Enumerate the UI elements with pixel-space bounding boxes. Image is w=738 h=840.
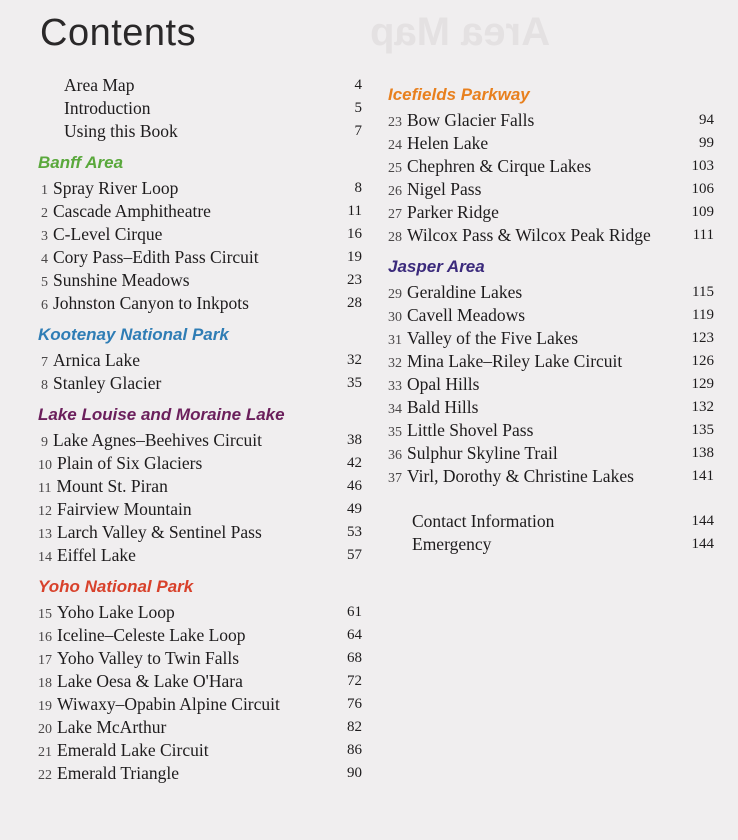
entry-label: Lake Agnes–Beehives Circuit <box>53 430 262 450</box>
entry-page-number: 126 <box>691 353 714 369</box>
toc-entry[interactable] <box>388 178 714 201</box>
entry-number: 26 <box>388 184 402 199</box>
entry-page-number: 138 <box>691 445 714 461</box>
entry-title <box>38 716 166 739</box>
toc-entry[interactable] <box>388 132 714 155</box>
entry-title <box>38 647 239 670</box>
entry-label: Chephren & Cirque Lakes <box>407 156 592 176</box>
entry-label: Emergency <box>412 534 492 554</box>
entry-title <box>388 327 578 350</box>
toc-entry[interactable] <box>38 223 362 246</box>
entry-title <box>38 670 243 693</box>
section-heading: Banff Area <box>38 153 124 172</box>
entry-label: Yoho Lake Loop <box>57 602 175 622</box>
entry-number: 16 <box>38 630 52 645</box>
entry-label: Johnston Canyon to Inkpots <box>53 293 249 313</box>
entry-label: Bow Glacier Falls <box>407 110 535 130</box>
entry-page-number: 19 <box>347 249 362 265</box>
toc-right-column <box>388 75 714 556</box>
section-heading: Icefields Parkway <box>388 85 530 104</box>
entry-page-number: 103 <box>691 158 714 174</box>
entry-number: 35 <box>388 425 402 440</box>
toc-front-entry[interactable] <box>388 533 714 556</box>
entry-label: Mount St. Piran <box>56 476 168 496</box>
entry-title <box>388 281 522 304</box>
entry-page-number: 86 <box>347 742 362 758</box>
entry-label: Yoho Valley to Twin Falls <box>57 648 240 668</box>
entry-title <box>388 510 554 533</box>
entry-page-number: 46 <box>347 478 362 494</box>
toc-entry[interactable] <box>38 739 362 762</box>
entry-label: Valley of the Five Lakes <box>407 328 579 348</box>
entry-number: 4 <box>41 252 48 267</box>
entry-page-number: 115 <box>692 284 714 300</box>
toc-entry[interactable] <box>38 647 362 670</box>
entry-title <box>388 350 622 373</box>
entry-number: 18 <box>38 676 52 691</box>
entry-page-number: 109 <box>691 204 714 220</box>
entry-number: 19 <box>38 699 52 714</box>
entry-label: Iceline–Celeste Lake Loop <box>57 625 246 645</box>
entry-page-number: 61 <box>347 604 362 620</box>
toc-entry[interactable] <box>38 292 362 315</box>
entry-title <box>38 177 178 200</box>
entry-page-number: 16 <box>347 226 362 242</box>
entry-label: Introduction <box>64 98 151 118</box>
entry-number: 30 <box>388 310 402 325</box>
entry-number: 36 <box>388 448 402 463</box>
entry-label: Bald Hills <box>407 397 479 417</box>
entry-label: Mina Lake–Riley Lake Circuit <box>407 351 623 371</box>
entry-page-number: 135 <box>691 422 714 438</box>
entry-label: C-Level Cirque <box>53 224 163 244</box>
entry-title <box>388 109 534 132</box>
entry-title <box>38 693 280 716</box>
entry-page-number: 68 <box>347 650 362 666</box>
entry-label: Plain of Six Glaciers <box>57 453 203 473</box>
entry-label: Sunshine Meadows <box>53 270 190 290</box>
entry-label: Cascade Amphitheatre <box>53 201 211 221</box>
entry-title <box>388 201 499 224</box>
toc-front-entry[interactable] <box>388 510 714 533</box>
toc-entry[interactable] <box>38 693 362 716</box>
entry-title <box>388 132 488 155</box>
toc-front-entry[interactable] <box>38 120 362 143</box>
entry-number: 37 <box>388 471 402 486</box>
entry-page-number: 99 <box>699 135 714 151</box>
toc-entry[interactable] <box>38 349 362 372</box>
entry-page-number: 144 <box>691 536 714 552</box>
toc-entry[interactable] <box>38 670 362 693</box>
entry-number: 13 <box>38 527 52 542</box>
entry-label: Lake Oesa & Lake O'Hara <box>57 671 243 691</box>
entry-number: 29 <box>388 287 402 302</box>
entry-label: Emerald Lake Circuit <box>57 740 209 760</box>
toc-entry[interactable] <box>388 419 714 442</box>
entry-page-number: 94 <box>699 112 714 128</box>
entry-page-number: 42 <box>347 455 362 471</box>
entry-label: Sulphur Skyline Trail <box>407 443 558 463</box>
toc-entry[interactable] <box>388 350 714 373</box>
entry-number: 23 <box>388 115 402 130</box>
entry-number: 32 <box>388 356 402 371</box>
entry-title <box>38 739 209 762</box>
entry-page-number: 57 <box>347 547 362 563</box>
entry-page-number: 64 <box>347 627 362 643</box>
section-heading: Yoho National Park <box>38 577 194 596</box>
entry-label: Cavell Meadows <box>407 305 526 325</box>
entry-page-number: 28 <box>347 295 362 311</box>
entry-page-number: 11 <box>347 203 362 219</box>
entry-title <box>38 200 211 223</box>
entry-label: Nigel Pass <box>407 179 482 199</box>
toc-entry[interactable] <box>388 281 714 304</box>
entry-title <box>38 246 259 269</box>
entry-title <box>388 373 479 396</box>
entry-title <box>38 544 136 567</box>
entry-title <box>38 292 249 315</box>
entry-page-number: 119 <box>692 307 714 323</box>
entry-number: 6 <box>41 298 48 313</box>
toc-entry[interactable] <box>38 544 362 567</box>
toc-entry[interactable] <box>38 246 362 269</box>
entry-title <box>38 475 168 498</box>
entry-number: 3 <box>41 229 48 244</box>
toc-entry[interactable] <box>38 269 362 292</box>
section-heading: Kootenay National Park <box>38 325 229 344</box>
entry-page-number: 144 <box>691 513 714 529</box>
entry-title <box>38 521 262 544</box>
entry-title <box>38 269 190 292</box>
toc-entry[interactable] <box>388 201 714 224</box>
entry-number: 31 <box>388 333 402 348</box>
entry-title <box>388 419 533 442</box>
entry-number: 11 <box>38 481 52 496</box>
toc-entry[interactable] <box>388 224 714 247</box>
entry-number: 9 <box>41 435 48 450</box>
entry-page-number: 123 <box>691 330 714 346</box>
entry-label: Fairview Mountain <box>57 499 192 519</box>
toc-entry[interactable] <box>38 177 362 200</box>
entry-page-number: 8 <box>354 180 362 196</box>
toc-entry[interactable] <box>38 475 362 498</box>
entry-number: 1 <box>41 183 48 198</box>
entry-title <box>38 223 162 246</box>
entry-title <box>388 304 525 327</box>
entry-page-number: 129 <box>691 376 714 392</box>
toc-entry[interactable] <box>388 304 714 327</box>
entry-number: 25 <box>388 161 402 176</box>
entry-page-number: 4 <box>354 77 362 93</box>
entry-label: Little Shovel Pass <box>407 420 534 440</box>
entry-title <box>38 429 262 452</box>
entry-title <box>38 498 192 521</box>
entry-title <box>388 442 558 465</box>
entry-number: 5 <box>41 275 48 290</box>
entry-label: Emerald Triangle <box>57 763 179 783</box>
toc-entry[interactable] <box>38 498 362 521</box>
entry-number: 34 <box>388 402 402 417</box>
entry-label: Virl, Dorothy & Christine Lakes <box>407 466 634 486</box>
entry-title <box>38 349 140 372</box>
toc-left-column <box>38 74 362 785</box>
entry-page-number: 111 <box>692 227 714 243</box>
section-heading: Jasper Area <box>388 257 485 276</box>
entry-page-number: 53 <box>347 524 362 540</box>
entry-label: Parker Ridge <box>407 202 499 222</box>
toc-entry[interactable] <box>388 442 714 465</box>
entry-label: Cory Pass–Edith Pass Circuit <box>53 247 259 267</box>
toc-entry[interactable] <box>38 762 362 785</box>
entry-title <box>388 396 478 419</box>
entry-page-number: 106 <box>691 181 714 197</box>
entry-page-number: 76 <box>347 696 362 712</box>
entry-page-number: 141 <box>691 468 714 484</box>
entry-number: 12 <box>38 504 52 519</box>
entry-number: 21 <box>38 745 52 760</box>
spacer <box>388 488 714 510</box>
entry-label: Geraldine Lakes <box>407 282 523 302</box>
entry-number: 27 <box>388 207 402 222</box>
entry-label: Lake McArthur <box>57 717 167 737</box>
toc-entry[interactable] <box>388 109 714 132</box>
entry-number: 17 <box>38 653 52 668</box>
bleed-through-text: Area Map <box>370 10 551 54</box>
entry-label: Opal Hills <box>407 374 480 394</box>
toc-front-entry[interactable] <box>38 97 362 120</box>
entry-page-number: 23 <box>347 272 362 288</box>
entry-label: Using this Book <box>64 121 178 141</box>
entry-label: Larch Valley & Sentinel Pass <box>57 522 262 542</box>
entry-title <box>38 624 246 647</box>
entry-label: Arnica Lake <box>53 350 140 370</box>
entry-title <box>38 120 178 143</box>
entry-label: Helen Lake <box>407 133 489 153</box>
entry-number: 22 <box>38 768 52 783</box>
toc-entry[interactable] <box>38 200 362 223</box>
entry-page-number: 90 <box>347 765 362 781</box>
entry-page-number: 82 <box>347 719 362 735</box>
entry-page-number: 132 <box>691 399 714 415</box>
entry-number: 24 <box>388 138 402 153</box>
entry-page-number: 49 <box>347 501 362 517</box>
entry-title <box>38 372 161 395</box>
entry-number: 20 <box>38 722 52 737</box>
entry-label: Area Map <box>64 75 135 95</box>
entry-page-number: 35 <box>347 375 362 391</box>
toc-entry[interactable] <box>38 601 362 624</box>
entry-number: 28 <box>388 230 402 245</box>
entry-label: Eiffel Lake <box>57 545 136 565</box>
entry-number: 14 <box>38 550 52 565</box>
entry-label: Wilcox Pass & Wilcox Peak Ridge <box>407 225 651 245</box>
entry-title <box>388 533 491 556</box>
entry-title <box>388 155 591 178</box>
entry-number: 8 <box>41 378 48 393</box>
entry-title <box>38 74 134 97</box>
entry-title <box>38 762 179 785</box>
entry-number: 10 <box>38 458 52 473</box>
entry-title <box>38 452 202 475</box>
entry-page-number: 7 <box>354 123 362 139</box>
entry-label: Stanley Glacier <box>53 373 162 393</box>
entry-title <box>388 178 481 201</box>
toc-entry[interactable] <box>38 452 362 475</box>
entry-number: 7 <box>41 355 48 370</box>
toc-entry[interactable] <box>388 373 714 396</box>
toc-entry[interactable] <box>388 155 714 178</box>
entry-page-number: 5 <box>354 100 362 116</box>
entry-label: Spray River Loop <box>53 178 179 198</box>
toc-front-entry[interactable] <box>38 74 362 97</box>
toc-entry[interactable] <box>38 716 362 739</box>
section-heading: Lake Louise and Moraine Lake <box>38 405 285 424</box>
toc-entry[interactable] <box>38 624 362 647</box>
entry-page-number: 72 <box>347 673 362 689</box>
entry-number: 15 <box>38 607 52 622</box>
entry-page-number: 32 <box>347 352 362 368</box>
toc-entry[interactable] <box>388 327 714 350</box>
entry-page-number: 38 <box>347 432 362 448</box>
entry-title <box>38 97 151 120</box>
entry-title <box>38 601 175 624</box>
page-title: Contents <box>40 12 197 54</box>
entry-label: Wiwaxy–Opabin Alpine Circuit <box>57 694 280 714</box>
entry-label: Contact Information <box>412 511 555 531</box>
toc-entry[interactable] <box>388 465 714 488</box>
toc-entry[interactable] <box>38 372 362 395</box>
entry-title <box>388 465 634 488</box>
toc-entry[interactable] <box>38 429 362 452</box>
toc-entry[interactable] <box>38 521 362 544</box>
entry-title <box>388 224 651 247</box>
entry-number: 33 <box>388 379 402 394</box>
entry-number: 2 <box>41 206 48 221</box>
toc-entry[interactable] <box>388 396 714 419</box>
